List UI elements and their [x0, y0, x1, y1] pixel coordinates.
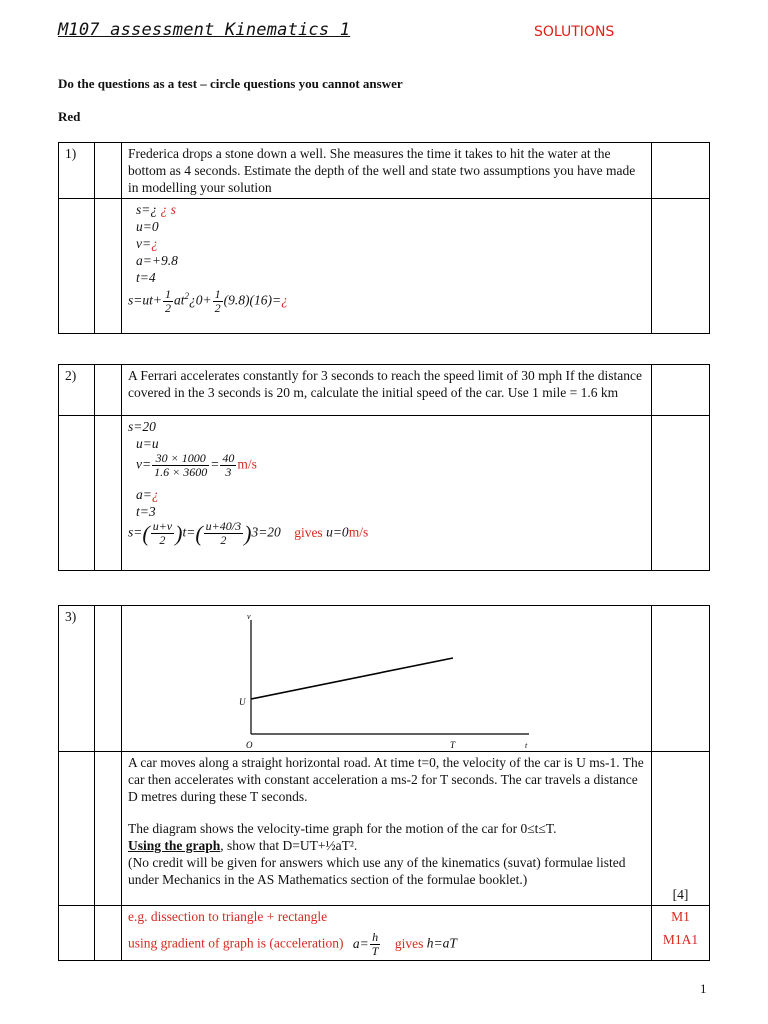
- velocity-line: [251, 658, 453, 699]
- q3-text: A car moves along a straight horizontal road. At time t=0, the velocity of the car is U ms-1. The car then accelerates with constant acceleration a ms-2 for T seconds. The car travels a distance D metres during these T seconds. The diagram shows the velocity-time graph for the motion of the car for 0≤t≤T. Using the graph, show that D=UT+½aT². (No credit will be given for answers which use any of the kinematics (suvat) formulae listed under Mechanics in the AS Mathematics section of the formulae booklet.): [122, 752, 652, 906]
- q2-number: 2): [59, 365, 95, 416]
- q1-solution: s=¿ ¿ s u=0 v=¿ a=+9.8 t=4 s=ut+ $\frac{1}{2}$ $at^2¿0+$ $\frac{1}{2}$ (9.8)(16)=¿: [122, 199, 652, 334]
- level-label: Red: [58, 109, 81, 124]
- q1-number: 1): [59, 143, 95, 199]
- instructions: Do the questions as a test – circle questions you cannot answer: [58, 76, 403, 91]
- t-axis-label: t: [525, 741, 528, 750]
- question-2-table: [58, 364, 710, 571]
- q3-marks: [4]: [652, 752, 710, 906]
- q2-solution: s=20 u=u v= $\frac{30 \times 1000}{1.6 \times 3600}$ = $\frac{40}{3}$ m/s a=¿ t=3 s=( $\frac{u+v}{2}$ )t=( $\frac{u+40/3}{2}$ )3=20 gives u=0m/s: [122, 416, 652, 571]
- origin-label: O: [246, 740, 253, 750]
- velocity-time-graph: [122, 606, 651, 751]
- q2-text: A Ferrari accelerates constantly for 3 seconds to reach the speed limit of 30 mph If the distance covered in the 3 seconds is 20 m, calculate the initial speed of the car. Use 1 mile = 1.6 km: [122, 365, 652, 416]
- question-3-table: [58, 605, 710, 961]
- u-label: U: [239, 697, 246, 707]
- page-title: M107 assessment Kinematics 1: [58, 20, 351, 40]
- q3-sol1-mark: M1: [671, 909, 690, 924]
- q2-equation: s=( $\frac{u+v}{2}$ )t=( $\frac{u+40/3}{2}$ )3=20 gives u=0m/s: [128, 519, 369, 547]
- q3-sol2-mark: M1A1: [662, 932, 699, 947]
- q3-number: 3): [59, 606, 95, 752]
- v-axis-label: v: [247, 612, 251, 621]
- question-1-table: [58, 142, 710, 334]
- q3-graph-cell: [122, 606, 652, 752]
- q3-solution: e.g. dissection to triangle + rectangle using gradient of graph is (acceleration) a= $\frac{h}{T}$ gives h=aT: [122, 906, 652, 961]
- page-number: 1: [700, 981, 707, 996]
- solutions-label: SOLUTIONS: [534, 24, 615, 40]
- t-end-label: T: [450, 740, 456, 750]
- q1-equation: s=ut+ $\frac{1}{2}$ $at^2¿0+$ $\frac{1}{2}$ (9.8)(16)=¿: [128, 287, 288, 315]
- q1-text: Frederica drops a stone down a well. She measures the time it takes to hit the water at the bottom as 4 seconds. Estimate the depth of the well and state two assumptions you have made in modelling your solution: [122, 143, 652, 199]
- q2-v-line: v= $\frac{30 \times 1000}{1.6 \times 3600}$ = $\frac{40}{3}$ m/s: [136, 451, 257, 479]
